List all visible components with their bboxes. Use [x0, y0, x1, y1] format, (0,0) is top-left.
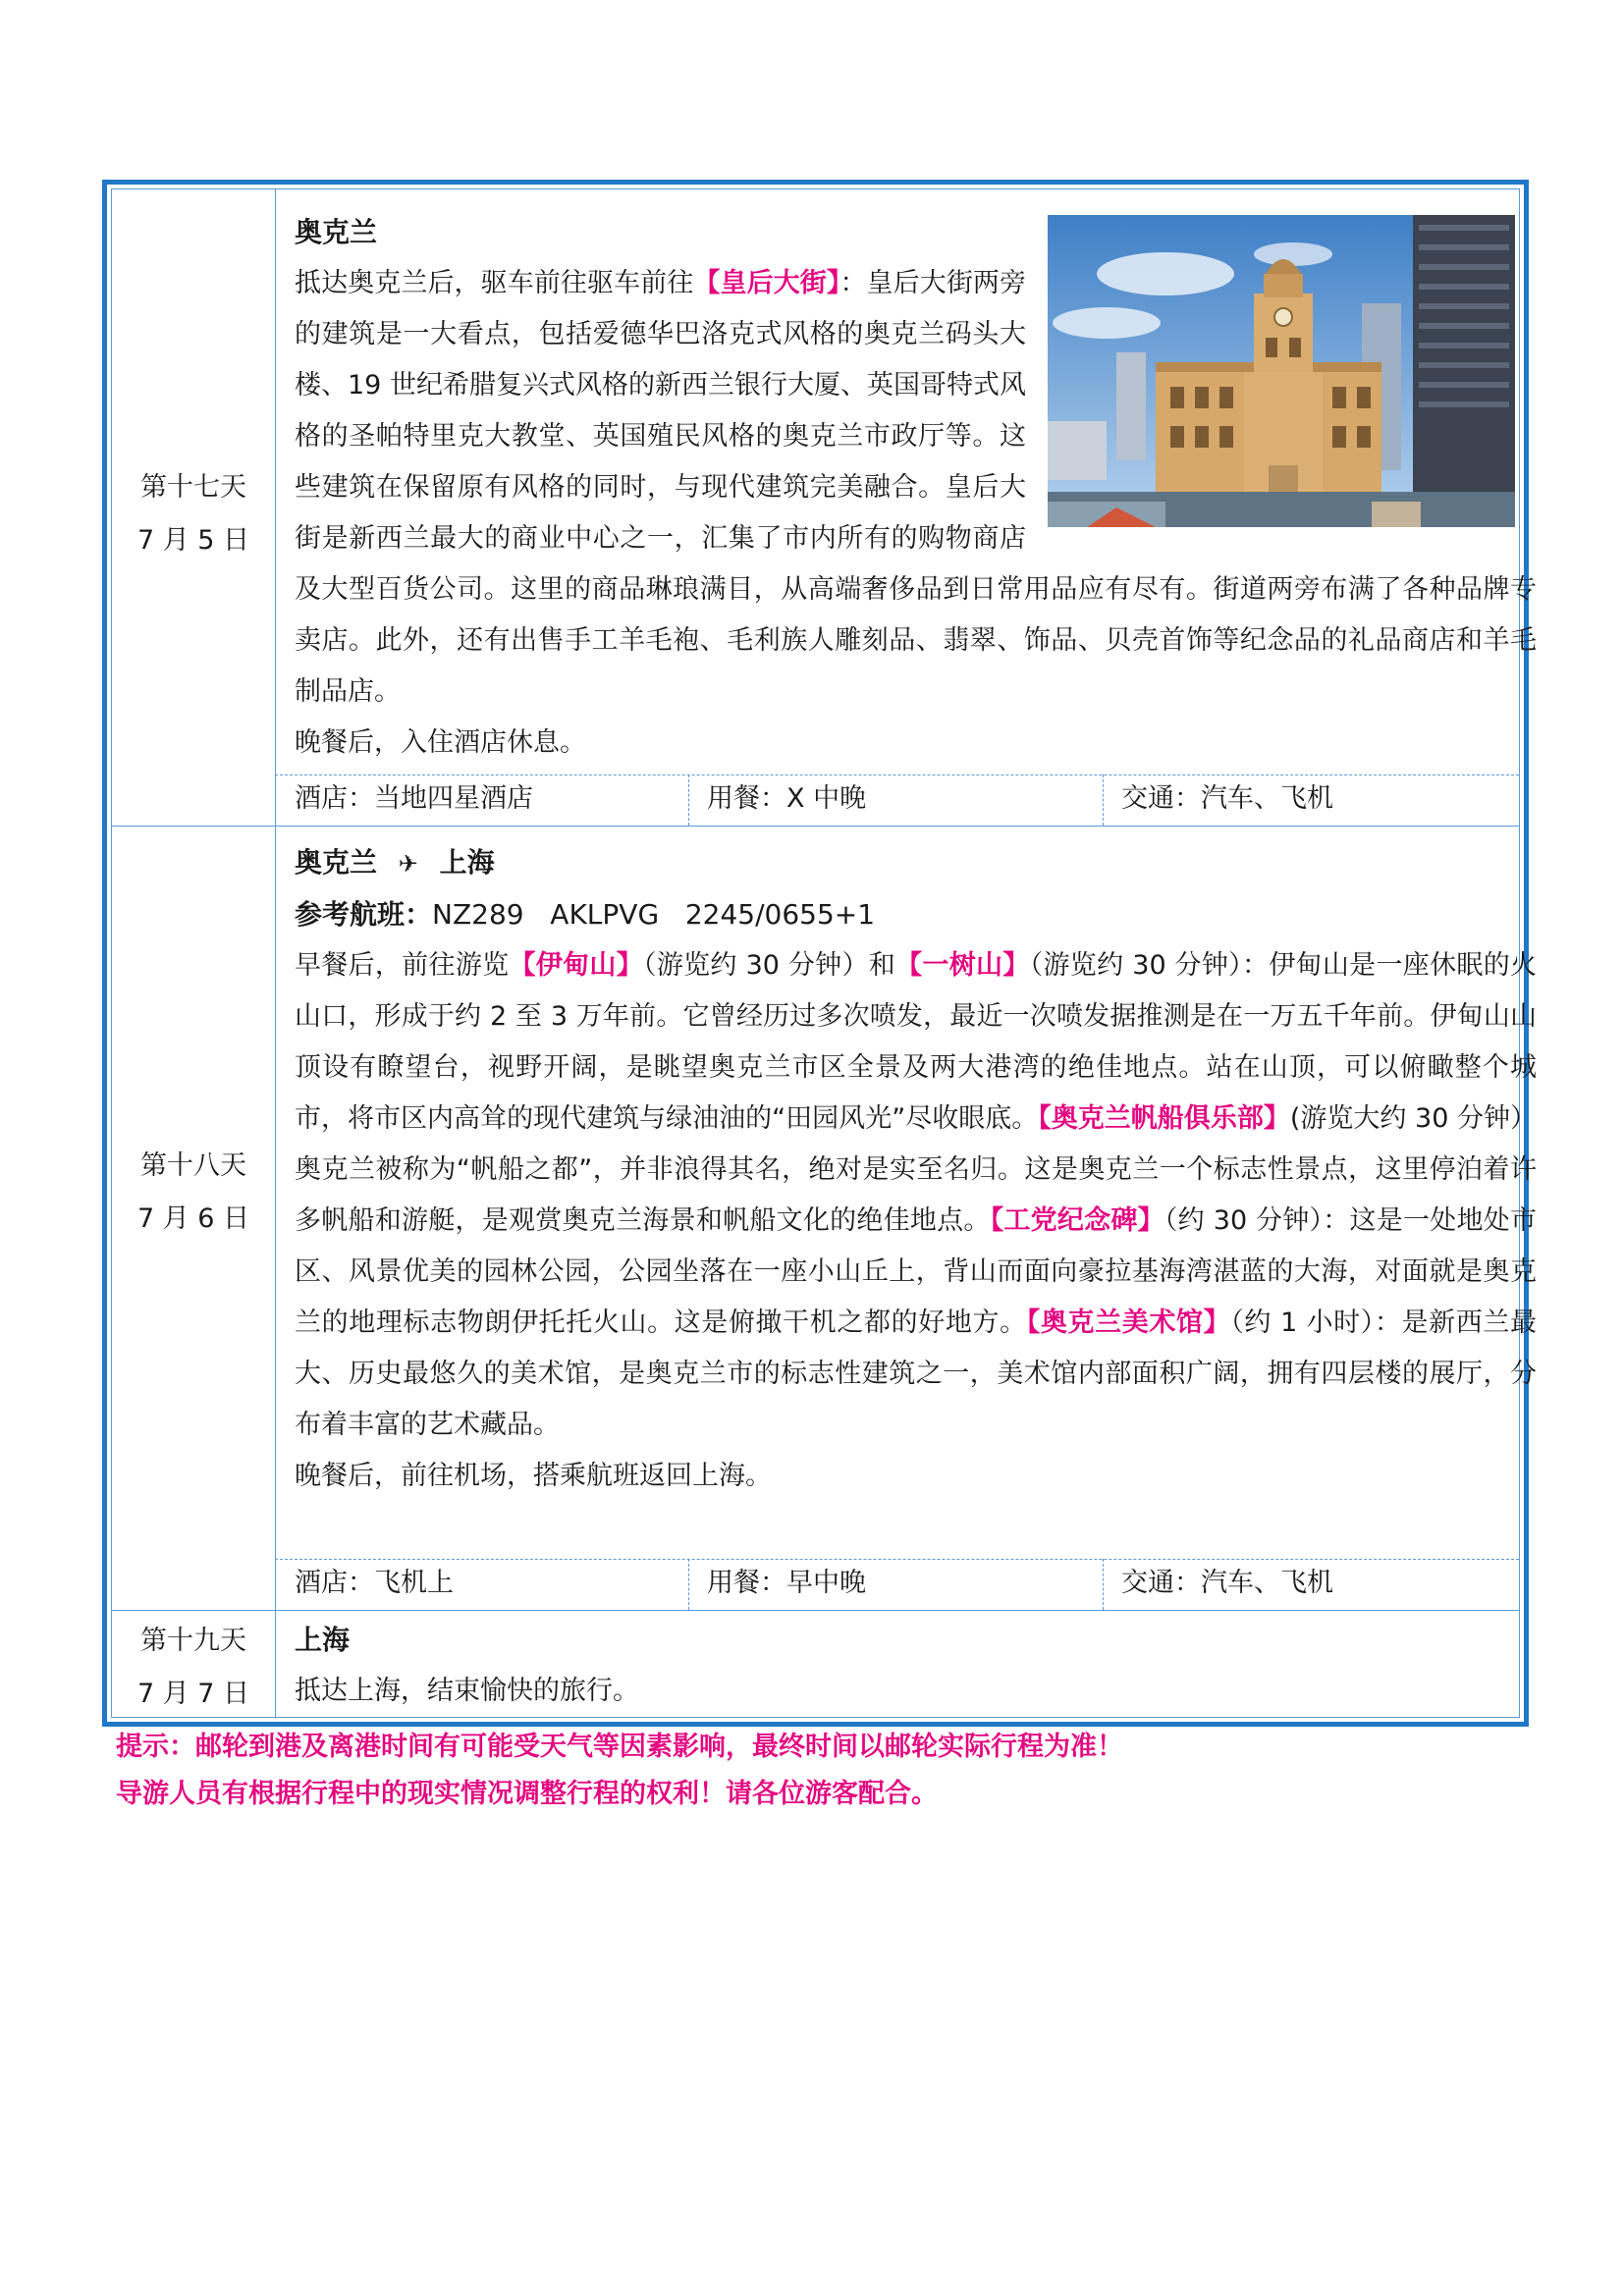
- para-text: （约 30 分钟）：这是一处地处市区、风景优美的园林公园，公园坐落在一座小山丘上，背山而面向豪拉基海湾湛蓝的大海，对面就是奥克兰的地理标志物朗伊托托火山。这是俯撖干机之都的好地方。: [295, 1205, 1538, 1338]
- attraction-paragraph: [295, 258, 1537, 718]
- day-title: 上海: [295, 1624, 351, 1656]
- info-divider: [688, 774, 689, 826]
- day-label: [112, 461, 275, 567]
- para-text: （游览约 30 分钟）和: [643, 950, 896, 981]
- day-date: 7 月 5 日: [136, 525, 250, 556]
- info-divider: [1103, 774, 1104, 826]
- row-divider: [112, 826, 1519, 827]
- para-text: (游览大约 30 分钟）奥克兰被称为“帆船之都”，并非浪得其名，绝对是实至名归。这是奥克兰一个标志性景点，这里停泊着许多帆船和游艇，是观赏奥克兰海景和帆船文化的绝佳地点。: [295, 1103, 1537, 1236]
- attraction-highlight: 【伊甸山】: [509, 950, 644, 981]
- day19-content: [295, 1615, 1537, 1717]
- day-label: [112, 1615, 275, 1721]
- column-divider: [275, 189, 276, 1717]
- closing-text: 晚餐后，入住酒店休息。: [295, 727, 586, 758]
- para-text: 抵达奥克兰后，驱车前往驱车前往: [295, 268, 694, 298]
- route-from: 奥克兰: [295, 846, 378, 879]
- day-date: 7 月 7 日: [136, 1679, 250, 1709]
- flight-line: [295, 889, 1537, 940]
- day-number: 第十八天: [140, 1150, 246, 1181]
- transport-info: 交通：汽车、飞机: [1121, 783, 1333, 814]
- meals-info: 用餐：X 中晚: [707, 783, 867, 814]
- notice-line: 提示：邮轮到港及离港时间有可能受天气等因素影响，最终时间以邮轮实际行程为准！: [116, 1732, 1123, 1762]
- info-divider: [688, 1559, 689, 1610]
- hotel-info: 酒店：当地四星酒店: [295, 783, 533, 814]
- para-text: ：皇后大街两旁的建筑是一大看点，包括爱德华巴洛克式风格的奥克兰码头大楼、19 世纪希腊复兴式风格的新西兰银行大厦、英国哥特式风格的圣帕特里克大教堂、英国殖民风格的奥克兰市政厅等。这些建筑在保留原有风格的同时，与现代建筑完美融合。皇后大街是新西兰最大的商业中心之一，汇集了市内所有的购物商店及大型百货公司。这里的商品琳琅满目，从高端奢侈品到日常用品应有尽有。街道两旁布满了各种品牌专卖店。此外，还有出售手工羊毛袍、毛利族人雕刻品、翡翠、饰品、贝壳首饰等纪念品的礼品商店和羊毛制品店。: [295, 268, 1537, 707]
- attraction-highlight: 【工党纪念碑】: [990, 1205, 1164, 1236]
- para-text: 早餐后，前往游览: [295, 950, 510, 981]
- hotel-info: 酒店：飞机上: [295, 1568, 454, 1598]
- route-to: 上海: [439, 846, 495, 879]
- day-date: 7 月 6 日: [136, 1203, 250, 1234]
- attraction-highlight: 【一树山】: [895, 950, 1030, 981]
- day17-content: [295, 207, 1026, 258]
- attraction-paragraph: [295, 940, 1537, 1451]
- info-divider: [1103, 1559, 1104, 1610]
- itinerary-table: [111, 188, 1538, 1718]
- para-text: （游览约 30 分钟）：伊甸山是一座休眠的火山口，形成于约 2 至 3 万年前。它曾经历过多次喷发，最近一次喷发据推测是在一万五千年前。伊甸山山顶设有瞭望台，视野开阔，是眺望奥克兰市区全景及两大港湾的绝佳地点。站在山顶，可以俯瞰整个城市，将市区内高耸的现代建筑与绿油油的“田园风光”尽收眼底。: [295, 950, 1538, 1134]
- day17-description: [295, 258, 1537, 769]
- notice-line: 导游人员有根据行程中的现实情况调整行程的权利！请各位游客配合。: [116, 1779, 938, 1809]
- image-spacer: [1026, 258, 1537, 537]
- day-number: 第十九天: [140, 1626, 246, 1656]
- attraction-highlight: 【奥克兰美术馆】: [1026, 1308, 1231, 1338]
- closing-text: 晚餐后，前往机场，搭乘航班返回上海。: [295, 1461, 772, 1491]
- flight-label: 参考航班：: [295, 898, 433, 931]
- airplane-icon: ✈: [398, 850, 418, 878]
- attraction-highlight: 【皇后大街】: [693, 268, 840, 298]
- day18-content: [295, 837, 1537, 1502]
- meals-info: 用餐：早中晚: [707, 1568, 866, 1598]
- flight-value: NZ289 AKLPVG 2245/0655+1: [432, 898, 876, 931]
- transport-info: 交通：汽车、飞机: [1121, 1568, 1333, 1598]
- row-divider: [112, 1610, 1519, 1611]
- day-title: [295, 837, 1537, 889]
- day-number: 第十七天: [140, 472, 246, 503]
- day-title: 奥克兰: [295, 216, 378, 248]
- day-label: [112, 1140, 275, 1246]
- itinerary-frame: [102, 180, 1538, 1727]
- attraction-highlight: 【奥克兰帆船俱乐部】: [1038, 1103, 1290, 1134]
- para-text: （约 1 小时）：是新西兰最大、历史最悠久的美术馆，是奥克兰市的标志性建筑之一，美术馆内部面积广阔，拥有四层楼的展厅，分布着丰富的艺术藏品。: [295, 1308, 1538, 1440]
- day-text: 抵达上海，结束愉快的旅行。: [295, 1676, 639, 1706]
